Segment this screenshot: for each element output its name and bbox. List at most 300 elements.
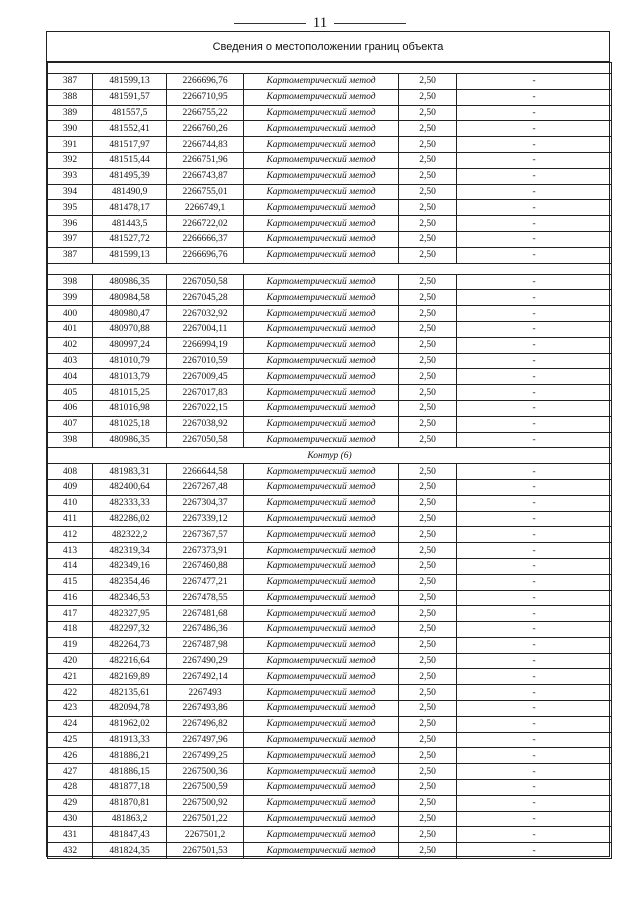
table-row xyxy=(48,495,612,511)
point-number: 396 xyxy=(48,216,93,232)
method-cell: Картометрический метод xyxy=(244,748,399,764)
accuracy-cell: 2,50 xyxy=(399,827,457,843)
x-coordinate: 482354,46 xyxy=(93,574,167,590)
page-number: 11 xyxy=(312,15,328,31)
point-number: 409 xyxy=(48,479,93,495)
accuracy-cell: 2,50 xyxy=(399,385,457,401)
description-cell: - xyxy=(457,574,612,590)
method-cell: Картометрический метод xyxy=(244,511,399,527)
description-cell: - xyxy=(457,827,612,843)
y-coordinate: 2266710,95 xyxy=(167,89,244,105)
y-coordinate: 2266744,83 xyxy=(167,137,244,153)
accuracy-cell: 2,50 xyxy=(399,558,457,574)
y-coordinate: 2267267,48 xyxy=(167,479,244,495)
contour-label: Контур (6) xyxy=(48,448,612,464)
table-row xyxy=(48,716,612,732)
y-coordinate: 2267501,22 xyxy=(167,811,244,827)
method-cell: Картометрический метод xyxy=(244,400,399,416)
x-coordinate: 481490,9 xyxy=(93,184,167,200)
table-row xyxy=(48,432,612,448)
y-coordinate: 2266722,02 xyxy=(167,216,244,232)
y-coordinate: 2267477,21 xyxy=(167,574,244,590)
point-number: 400 xyxy=(48,306,93,322)
x-coordinate: 481847,43 xyxy=(93,827,167,843)
table-row xyxy=(48,543,612,559)
method-cell: Картометрический метод xyxy=(244,306,399,322)
y-coordinate: 2267500,59 xyxy=(167,780,244,796)
x-coordinate: 480986,35 xyxy=(93,274,167,290)
table-row xyxy=(48,590,612,606)
accuracy-cell: 2,50 xyxy=(399,216,457,232)
point-number: 395 xyxy=(48,200,93,216)
page-number-rule-right xyxy=(334,23,406,24)
accuracy-cell: 2,50 xyxy=(399,622,457,638)
accuracy-cell: 2,50 xyxy=(399,669,457,685)
x-coordinate: 481013,79 xyxy=(93,369,167,385)
method-cell: Картометрический метод xyxy=(244,200,399,216)
method-cell: Картометрический метод xyxy=(244,216,399,232)
table-row xyxy=(48,464,612,480)
description-cell: - xyxy=(457,479,612,495)
method-cell: Картометрический метод xyxy=(244,121,399,137)
accuracy-cell: 2,50 xyxy=(399,274,457,290)
table-row xyxy=(48,105,612,121)
table-row xyxy=(48,685,612,701)
y-coordinate: 2267010,59 xyxy=(167,353,244,369)
point-number: 431 xyxy=(48,827,93,843)
method-cell: Картометрический метод xyxy=(244,290,399,306)
x-coordinate: 482135,61 xyxy=(93,685,167,701)
x-coordinate: 481515,44 xyxy=(93,152,167,168)
x-coordinate: 481478,17 xyxy=(93,200,167,216)
accuracy-cell: 2,50 xyxy=(399,353,457,369)
description-cell: - xyxy=(457,732,612,748)
coordinates-table xyxy=(47,62,612,859)
accuracy-cell: 2,50 xyxy=(399,748,457,764)
y-coordinate: 2267500,36 xyxy=(167,764,244,780)
point-number: 404 xyxy=(48,369,93,385)
accuracy-cell: 2,50 xyxy=(399,795,457,811)
method-cell: Картометрический метод xyxy=(244,369,399,385)
description-cell: - xyxy=(457,400,612,416)
description-cell: - xyxy=(457,464,612,480)
table-row xyxy=(48,606,612,622)
table-row xyxy=(48,827,612,843)
point-number: 407 xyxy=(48,416,93,432)
description-cell: - xyxy=(457,274,612,290)
y-coordinate: 2267478,55 xyxy=(167,590,244,606)
accuracy-cell: 2,50 xyxy=(399,606,457,622)
page-number-rule-left xyxy=(234,23,306,24)
x-coordinate: 482322,2 xyxy=(93,527,167,543)
method-cell: Картометрический метод xyxy=(244,74,399,90)
method-cell: Картометрический метод xyxy=(244,432,399,448)
point-number: 406 xyxy=(48,400,93,416)
method-cell: Картометрический метод xyxy=(244,811,399,827)
method-cell: Картометрический метод xyxy=(244,337,399,353)
point-number: 394 xyxy=(48,184,93,200)
y-coordinate: 2267486,36 xyxy=(167,622,244,638)
table-row xyxy=(48,337,612,353)
point-number: 416 xyxy=(48,590,93,606)
y-coordinate: 2266644,58 xyxy=(167,464,244,480)
accuracy-cell: 2,50 xyxy=(399,89,457,105)
method-cell: Картометрический метод xyxy=(244,464,399,480)
table-row xyxy=(48,811,612,827)
accuracy-cell: 2,50 xyxy=(399,764,457,780)
point-number: 402 xyxy=(48,337,93,353)
y-coordinate: 2267481,68 xyxy=(167,606,244,622)
point-number: 389 xyxy=(48,105,93,121)
point-number: 412 xyxy=(48,527,93,543)
accuracy-cell: 2,50 xyxy=(399,231,457,247)
description-cell: - xyxy=(457,89,612,105)
point-number: 390 xyxy=(48,121,93,137)
method-cell: Картометрический метод xyxy=(244,622,399,638)
x-coordinate: 482286,02 xyxy=(93,511,167,527)
description-cell: - xyxy=(457,495,612,511)
y-coordinate: 2267490,29 xyxy=(167,653,244,669)
point-number: 387 xyxy=(48,74,93,90)
x-coordinate: 482297,32 xyxy=(93,622,167,638)
method-cell: Картометрический метод xyxy=(244,732,399,748)
method-cell: Картометрический метод xyxy=(244,479,399,495)
point-number: 420 xyxy=(48,653,93,669)
accuracy-cell: 2,50 xyxy=(399,543,457,559)
x-coordinate: 482169,89 xyxy=(93,669,167,685)
description-cell: - xyxy=(457,321,612,337)
description-cell: - xyxy=(457,337,612,353)
description-cell: - xyxy=(457,74,612,90)
x-coordinate: 481886,21 xyxy=(93,748,167,764)
description-cell: - xyxy=(457,369,612,385)
accuracy-cell: 2,50 xyxy=(399,152,457,168)
accuracy-cell: 2,50 xyxy=(399,511,457,527)
description-cell: - xyxy=(457,748,612,764)
accuracy-cell: 2,50 xyxy=(399,843,457,859)
x-coordinate: 481983,31 xyxy=(93,464,167,480)
point-number: 422 xyxy=(48,685,93,701)
description-cell: - xyxy=(457,290,612,306)
x-coordinate: 481527,72 xyxy=(93,231,167,247)
description-cell: - xyxy=(457,200,612,216)
accuracy-cell: 2,50 xyxy=(399,432,457,448)
description-cell: - xyxy=(457,105,612,121)
method-cell: Картометрический метод xyxy=(244,105,399,121)
table-row xyxy=(48,669,612,685)
accuracy-cell: 2,50 xyxy=(399,574,457,590)
description-cell: - xyxy=(457,606,612,622)
y-coordinate: 2266666,37 xyxy=(167,231,244,247)
accuracy-cell: 2,50 xyxy=(399,337,457,353)
method-cell: Картометрический метод xyxy=(244,527,399,543)
table-row xyxy=(48,168,612,184)
point-number: 403 xyxy=(48,353,93,369)
table-row xyxy=(48,74,612,90)
spacer-cell xyxy=(48,63,612,74)
table-row xyxy=(48,247,612,263)
x-coordinate: 482094,78 xyxy=(93,701,167,717)
y-coordinate: 2266751,96 xyxy=(167,152,244,168)
description-cell: - xyxy=(457,590,612,606)
x-coordinate: 482333,33 xyxy=(93,495,167,511)
description-cell: - xyxy=(457,511,612,527)
method-cell: Картометрический метод xyxy=(244,669,399,685)
x-coordinate: 481962,02 xyxy=(93,716,167,732)
method-cell: Картометрический метод xyxy=(244,558,399,574)
description-cell: - xyxy=(457,543,612,559)
point-number: 429 xyxy=(48,795,93,811)
method-cell: Картометрический метод xyxy=(244,843,399,859)
method-cell: Картометрический метод xyxy=(244,184,399,200)
method-cell: Картометрический метод xyxy=(244,716,399,732)
point-number: 418 xyxy=(48,622,93,638)
accuracy-cell: 2,50 xyxy=(399,121,457,137)
table-row xyxy=(48,121,612,137)
point-number: 419 xyxy=(48,637,93,653)
table-row xyxy=(48,558,612,574)
x-coordinate: 482216,64 xyxy=(93,653,167,669)
accuracy-cell: 2,50 xyxy=(399,290,457,306)
y-coordinate: 2266743,87 xyxy=(167,168,244,184)
method-cell: Картометрический метод xyxy=(244,606,399,622)
table-row xyxy=(48,764,612,780)
y-coordinate: 2266755,01 xyxy=(167,184,244,200)
accuracy-cell: 2,50 xyxy=(399,105,457,121)
table-spacer-top xyxy=(48,63,612,74)
method-cell: Картометрический метод xyxy=(244,168,399,184)
x-coordinate: 480986,35 xyxy=(93,432,167,448)
y-coordinate: 2267032,92 xyxy=(167,306,244,322)
table-row xyxy=(48,321,612,337)
description-cell: - xyxy=(457,622,612,638)
y-coordinate: 2267496,82 xyxy=(167,716,244,732)
point-number: 391 xyxy=(48,137,93,153)
x-coordinate: 481599,13 xyxy=(93,247,167,263)
description-cell: - xyxy=(457,385,612,401)
accuracy-cell: 2,50 xyxy=(399,464,457,480)
table-row xyxy=(48,416,612,432)
y-coordinate: 2267009,45 xyxy=(167,369,244,385)
description-cell: - xyxy=(457,780,612,796)
point-number: 388 xyxy=(48,89,93,105)
x-coordinate: 481517,97 xyxy=(93,137,167,153)
document-frame xyxy=(46,31,610,857)
method-cell: Картометрический метод xyxy=(244,543,399,559)
table-row xyxy=(48,574,612,590)
point-number: 417 xyxy=(48,606,93,622)
x-coordinate: 481016,98 xyxy=(93,400,167,416)
accuracy-cell: 2,50 xyxy=(399,184,457,200)
accuracy-cell: 2,50 xyxy=(399,306,457,322)
y-coordinate: 2267050,58 xyxy=(167,274,244,290)
method-cell: Картометрический метод xyxy=(244,353,399,369)
point-number: 413 xyxy=(48,543,93,559)
x-coordinate: 481877,18 xyxy=(93,780,167,796)
point-number: 424 xyxy=(48,716,93,732)
table-row xyxy=(48,732,612,748)
description-cell: - xyxy=(457,716,612,732)
y-coordinate: 2267501,2 xyxy=(167,827,244,843)
accuracy-cell: 2,50 xyxy=(399,637,457,653)
description-cell: - xyxy=(457,811,612,827)
x-coordinate: 482346,53 xyxy=(93,590,167,606)
y-coordinate: 2266696,76 xyxy=(167,247,244,263)
accuracy-cell: 2,50 xyxy=(399,479,457,495)
table-row xyxy=(48,231,612,247)
table-row xyxy=(48,479,612,495)
method-cell: Картометрический метод xyxy=(244,274,399,290)
x-coordinate: 482349,16 xyxy=(93,558,167,574)
y-coordinate: 2267499,25 xyxy=(167,748,244,764)
x-coordinate: 480970,88 xyxy=(93,321,167,337)
accuracy-cell: 2,50 xyxy=(399,590,457,606)
point-number: 427 xyxy=(48,764,93,780)
x-coordinate: 480997,24 xyxy=(93,337,167,353)
point-number: 430 xyxy=(48,811,93,827)
table-row xyxy=(48,748,612,764)
y-coordinate: 2267017,83 xyxy=(167,385,244,401)
method-cell: Картометрический метод xyxy=(244,385,399,401)
x-coordinate: 482264,73 xyxy=(93,637,167,653)
description-cell: - xyxy=(457,168,612,184)
table-row xyxy=(48,353,612,369)
table-row xyxy=(48,701,612,717)
description-cell: - xyxy=(457,216,612,232)
accuracy-cell: 2,50 xyxy=(399,811,457,827)
accuracy-cell: 2,50 xyxy=(399,527,457,543)
point-number: 401 xyxy=(48,321,93,337)
y-coordinate: 2266994,19 xyxy=(167,337,244,353)
point-number: 421 xyxy=(48,669,93,685)
table-row xyxy=(48,200,612,216)
y-coordinate: 2266696,76 xyxy=(167,74,244,90)
method-cell: Картометрический метод xyxy=(244,590,399,606)
document-title: Сведения о местоположении границ объекта xyxy=(47,32,609,62)
y-coordinate: 2267373,91 xyxy=(167,543,244,559)
table-row xyxy=(48,306,612,322)
table-row xyxy=(48,843,612,859)
description-cell: - xyxy=(457,137,612,153)
table-row xyxy=(48,274,612,290)
y-coordinate: 2267050,58 xyxy=(167,432,244,448)
method-cell: Картометрический метод xyxy=(244,637,399,653)
accuracy-cell: 2,50 xyxy=(399,168,457,184)
description-cell: - xyxy=(457,637,612,653)
y-coordinate: 2267045,28 xyxy=(167,290,244,306)
x-coordinate: 481863,2 xyxy=(93,811,167,827)
accuracy-cell: 2,50 xyxy=(399,701,457,717)
table-row xyxy=(48,780,612,796)
y-coordinate: 2267304,37 xyxy=(167,495,244,511)
table-row xyxy=(48,184,612,200)
method-cell: Картометрический метод xyxy=(244,247,399,263)
point-number: 423 xyxy=(48,701,93,717)
x-coordinate: 481599,13 xyxy=(93,74,167,90)
y-coordinate: 2267492,14 xyxy=(167,669,244,685)
x-coordinate: 482319,34 xyxy=(93,543,167,559)
accuracy-cell: 2,50 xyxy=(399,369,457,385)
x-coordinate: 480980,47 xyxy=(93,306,167,322)
description-cell: - xyxy=(457,669,612,685)
table-row xyxy=(48,89,612,105)
y-coordinate: 2267501,53 xyxy=(167,843,244,859)
accuracy-cell: 2,50 xyxy=(399,321,457,337)
x-coordinate: 481557,5 xyxy=(93,105,167,121)
accuracy-cell: 2,50 xyxy=(399,416,457,432)
table-row xyxy=(48,137,612,153)
x-coordinate: 481591,57 xyxy=(93,89,167,105)
x-coordinate: 480984,58 xyxy=(93,290,167,306)
y-coordinate: 2267487,98 xyxy=(167,637,244,653)
spacer-cell xyxy=(48,263,612,274)
table-row xyxy=(48,400,612,416)
method-cell: Картометрический метод xyxy=(244,780,399,796)
x-coordinate: 481824,35 xyxy=(93,843,167,859)
table-row xyxy=(48,527,612,543)
description-cell: - xyxy=(457,701,612,717)
method-cell: Картометрический метод xyxy=(244,653,399,669)
table-row xyxy=(48,152,612,168)
accuracy-cell: 2,50 xyxy=(399,780,457,796)
description-cell: - xyxy=(457,764,612,780)
x-coordinate: 481025,18 xyxy=(93,416,167,432)
point-number: 408 xyxy=(48,464,93,480)
y-coordinate: 2267339,12 xyxy=(167,511,244,527)
method-cell: Картометрический метод xyxy=(244,574,399,590)
y-coordinate: 2266760,26 xyxy=(167,121,244,137)
x-coordinate: 481913,33 xyxy=(93,732,167,748)
y-coordinate: 2267460,88 xyxy=(167,558,244,574)
point-number: 428 xyxy=(48,780,93,796)
y-coordinate: 2267493,86 xyxy=(167,701,244,717)
accuracy-cell: 2,50 xyxy=(399,400,457,416)
method-cell: Картометрический метод xyxy=(244,764,399,780)
table-row xyxy=(48,637,612,653)
point-number: 387 xyxy=(48,247,93,263)
accuracy-cell: 2,50 xyxy=(399,495,457,511)
method-cell: Картометрический метод xyxy=(244,152,399,168)
point-number: 399 xyxy=(48,290,93,306)
y-coordinate: 2267500,92 xyxy=(167,795,244,811)
contour-header-row xyxy=(48,448,612,464)
description-cell: - xyxy=(457,795,612,811)
description-cell: - xyxy=(457,152,612,168)
point-number: 415 xyxy=(48,574,93,590)
point-number: 405 xyxy=(48,385,93,401)
accuracy-cell: 2,50 xyxy=(399,716,457,732)
point-number: 398 xyxy=(48,432,93,448)
accuracy-cell: 2,50 xyxy=(399,653,457,669)
point-number: 392 xyxy=(48,152,93,168)
x-coordinate: 482400,64 xyxy=(93,479,167,495)
description-cell: - xyxy=(457,353,612,369)
table-row xyxy=(48,653,612,669)
table-row xyxy=(48,795,612,811)
point-number: 425 xyxy=(48,732,93,748)
method-cell: Картометрический метод xyxy=(244,795,399,811)
description-cell: - xyxy=(457,653,612,669)
method-cell: Картометрический метод xyxy=(244,321,399,337)
table-row xyxy=(48,216,612,232)
x-coordinate: 481886,15 xyxy=(93,764,167,780)
table-row xyxy=(48,511,612,527)
method-cell: Картометрический метод xyxy=(244,137,399,153)
x-coordinate: 481010,79 xyxy=(93,353,167,369)
point-number: 398 xyxy=(48,274,93,290)
description-cell: - xyxy=(457,306,612,322)
method-cell: Картометрический метод xyxy=(244,701,399,717)
